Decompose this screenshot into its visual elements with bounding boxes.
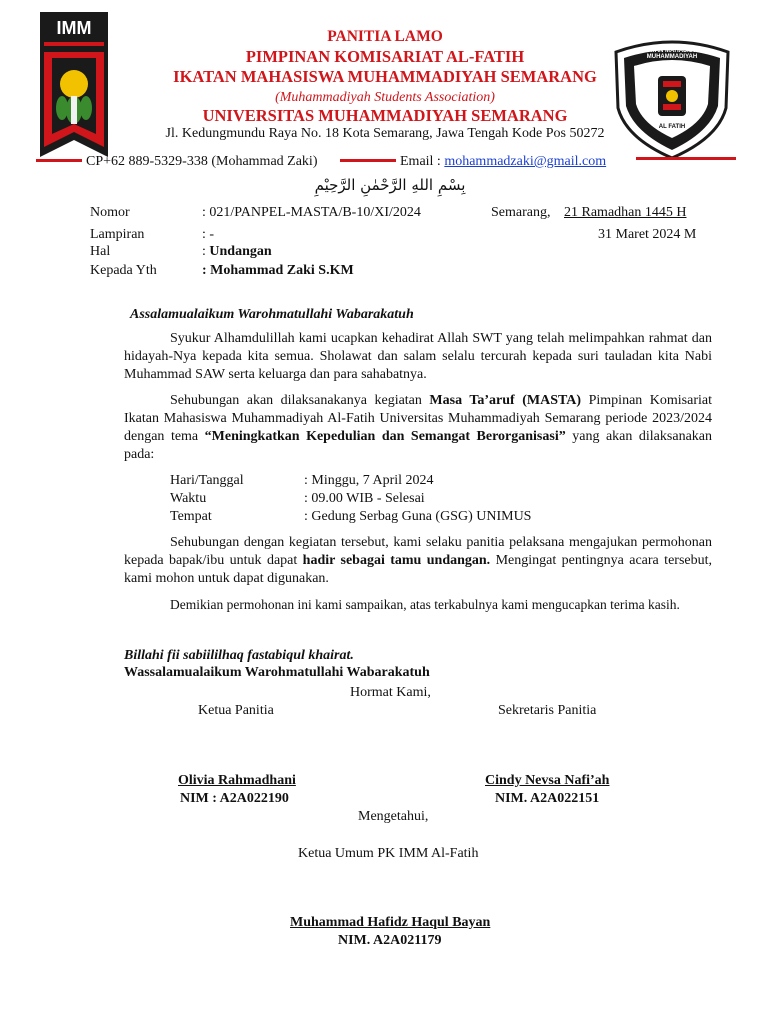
- p2-event-name: Masa Ta’aruf (MASTA): [429, 393, 582, 408]
- hal-colon: :: [202, 244, 210, 259]
- hal-value: Undangan: [209, 244, 272, 259]
- paragraph-4: Demikian permohonan ini kami sampaikan, atas terkabulnya kami mengucapkan terima kasih.: [170, 597, 680, 612]
- p3-highlight: hadir sebagai tamu undangan.: [302, 553, 491, 568]
- right-signer-name: Cindy Nevsa Nafi’ah: [485, 773, 610, 788]
- p2-part-c: Pimpinan Komisariat Ikatan Mahasiswa Muhammadiyah Al-Fatih Universitas Muhammadiyah Semarang periode 2023/2024 dengan tema: [124, 393, 712, 444]
- ketua-umum-name: Muhammad Hafidz Haqul Bayan: [290, 915, 491, 930]
- logo-right-bottom-text: AL FATIH: [658, 124, 686, 130]
- lampiran-label: Lampiran: [90, 227, 145, 242]
- event-value-date: : Minggu, 7 April 2024: [304, 473, 434, 488]
- header-line5: UNIVERSITAS MUHAMMADIYAH SEMARANG: [202, 106, 568, 125]
- header-line2: PIMPINAN KOMISARIAT AL-FATIH: [245, 47, 525, 66]
- closing-salam: Wassalamualaikum Warohmatullahi Wabarakatuh: [124, 665, 430, 680]
- right-signer-nim: NIM. A2A022151: [495, 791, 600, 806]
- p2-part-a: Sehubungan akan dilaksanakanya kegiatan: [170, 393, 430, 408]
- motto: Billahi fii sabiililhaq fastabiqul khairat.: [124, 648, 354, 663]
- logo-right-top-text: IKATAN MAHASISWA MUHAMMADIYAH: [641, 48, 703, 60]
- event-label-time: Waktu: [170, 491, 207, 506]
- contact-phone: CP+62 889-5329-338 (Mohammad Zaki): [86, 154, 318, 169]
- paragraph-1: Syukur Alhamdulillah kami ucapkan kehadirat Allah SWT yang telah melimpahkan rahmat dan hidayah-Nya kepada kita semua. Sholawat dan salam selalu tercurah kepada suri tauladan kita Nabi Muhammad SAW serta keluarga dan para sahabatnya.: [124, 331, 712, 382]
- imm-logo-left: [40, 12, 108, 157]
- header-line3: IKATAN MAHASISWA MUHAMMADIYAH SEMARANG: [173, 67, 597, 86]
- event-label-date: Hari/Tanggal: [170, 473, 244, 488]
- ketua-umum-role: Ketua Umum PK IMM Al-Fatih: [298, 846, 479, 861]
- ketua-umum-nim: NIM. A2A021179: [338, 933, 442, 948]
- date-masehi: 31 Maret 2024 M: [598, 227, 697, 242]
- paragraph-3: [124, 534, 712, 588]
- email-label: Email :: [400, 154, 445, 169]
- date-hijri: 21 Ramadhan 1445 H: [564, 205, 687, 220]
- nomor-label: Nomor: [90, 205, 130, 220]
- nomor-value: : 021/PANPEL-MASTA/B-10/XI/2024: [202, 205, 421, 220]
- email-link[interactable]: mohammadzaki@gmail.com: [444, 154, 607, 169]
- left-role: Ketua Panitia: [198, 703, 274, 718]
- left-signer-nim: NIM : A2A022190: [180, 791, 289, 806]
- left-signer-name: Olivia Rahmadhani: [178, 773, 296, 788]
- header-line1: PANITIA LAMO: [327, 28, 443, 45]
- greeting: Assalamualaikum Warohmatullahi Wabarakatuh: [130, 307, 414, 322]
- paragraph-2: [124, 392, 712, 464]
- event-label-place: Tempat: [170, 509, 212, 524]
- red-divider-mid: [340, 159, 396, 162]
- hormat-kami: Hormat Kami,: [350, 685, 431, 700]
- p3-part-c: Mengingat pentingnya acara tersebut, kami mohon untuk dapat digunakan.: [124, 553, 712, 586]
- mengetahui: Mengetahui,: [358, 809, 429, 824]
- p3-part-a: Sehubungan dengan kegiatan tersebut, kami selaku panitia pelaksana mengajukan permohonan kepada bapak/ibu untuk dapat: [124, 535, 712, 568]
- lampiran-value: : -: [202, 227, 215, 242]
- kepada-value: : Mohammad Zaki S.KM: [202, 263, 354, 278]
- p2-part-e: yang akan dilaksanakan pada:: [124, 429, 712, 462]
- basmalah: بِسْمِ اللهِ الرَّحْمٰنِ الرَّحِيْمِ: [314, 176, 466, 194]
- right-role: Sekretaris Panitia: [498, 703, 597, 718]
- kepada-label: Kepada Yth: [90, 263, 157, 278]
- imm-logo-text: IMM: [56, 18, 92, 38]
- place-label: Semarang,: [491, 205, 551, 220]
- p2-theme: “Meningkatkan Kepedulian dan Semangat Berorganisasi”: [204, 429, 566, 444]
- event-value-time: : 09.00 WIB - Selesai: [304, 491, 425, 506]
- header-line4: (Muhammadiyah Students Association): [275, 90, 495, 105]
- hal-label: Hal: [90, 244, 111, 259]
- red-divider-left: [36, 159, 82, 162]
- red-divider-right: [636, 157, 736, 160]
- event-value-place: : Gedung Serbag Guna (GSG) UNIMUS: [304, 509, 532, 524]
- header-address: Jl. Kedungmundu Raya No. 18 Kota Semarang, Jawa Tengah Kode Pos 50272: [165, 126, 605, 141]
